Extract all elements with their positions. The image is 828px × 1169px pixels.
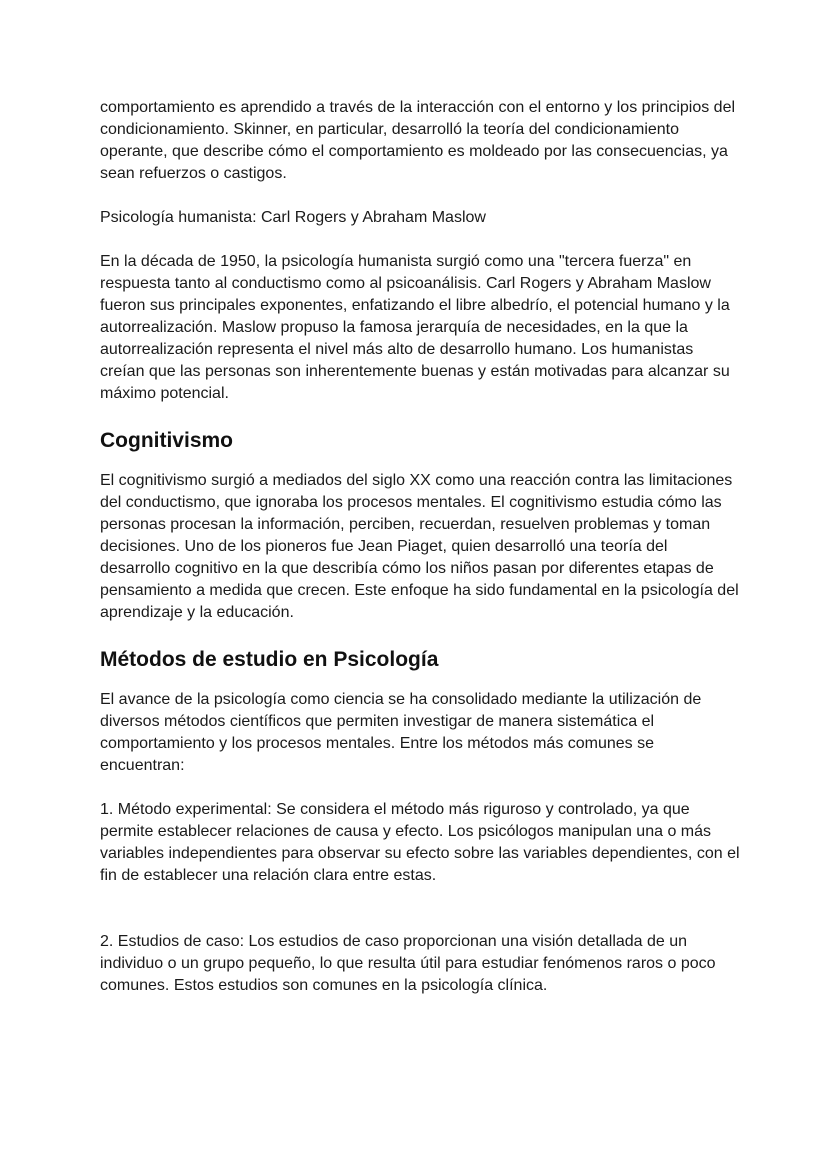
paragraph-intro: comportamiento es aprendido a través de la interacción con el entorno y los principios del condicionamiento. Skinner, en particular, desarrolló la teoría del condicionamiento operante, que describe cómo el comportamiento es moldeado por las consecuencias, ya sean refuerzos o castigos.	[100, 99, 736, 182]
paragraph-humanista: En la década de 1950, la psicología humanista surgió como una "tercera fuerza" en respuesta tanto al conductismo como al psicoanálisis. Carl Rogers y Abraham Maslow fueron sus principales exponentes, enfatizando el libre albedrío, el potencial humano y la autorrealización. Maslow propuso la famosa jerarquía de necesidades, en la que la autorrealización representa el nivel más alto de desarrollo humano. Los humanistas creían que las personas son inherentemente buenas y están motivadas para alcanzar su máximo potencial.	[100, 253, 730, 402]
document-page	[100, 97, 740, 997]
paragraph-cognitivismo: El cognitivismo surgió a mediados del siglo XX como una reacción contra las limitaciones del conductismo, que ignoraba los procesos mentales. El cognitivismo estudia cómo las personas procesan la información, perciben, recuerdan, resuelven problemas y toman decisiones. Uno de los pioneros fue Jean Piaget, quien desarrolló una teoría del desarrollo cognitivo en la que describía cómo los niños pasan por diferentes etapas de pensamiento a medida que crecen. Este enfoque ha sido fundamental en la psicología del aprendizaje y la educación.	[100, 472, 739, 621]
list-item-estudios-de-caso: 2. Estudios de caso: Los estudios de caso proporcionan una visión detallada de un individuo o un grupo pequeño, lo que resulta útil para estudiar fenómenos raros o poco comunes. Estos estudios son comunes en la psicología clínica.	[100, 933, 716, 994]
heading-metodos: Métodos de estudio en Psicología	[100, 648, 439, 671]
paragraph-metodos: El avance de la psicología como ciencia se ha consolidado mediante la utilización de diversos métodos científicos que permiten investigar de manera sistemática el comportamiento y los procesos mentales. Entre los métodos más comunes se encuentran:	[100, 691, 702, 774]
subheading-humanista: Psicología humanista: Carl Rogers y Abraham Maslow	[100, 209, 486, 226]
list-item-metodo-experimental: 1. Método experimental: Se considera el método más riguroso y controlado, ya que permite establecer relaciones de causa y efecto. Los psicólogos manipulan una o más variables independientes para observar su efecto sobre las variables dependientes, con el fin de establecer una relación clara entre estas.	[100, 801, 740, 884]
heading-cognitivismo: Cognitivismo	[100, 429, 234, 452]
